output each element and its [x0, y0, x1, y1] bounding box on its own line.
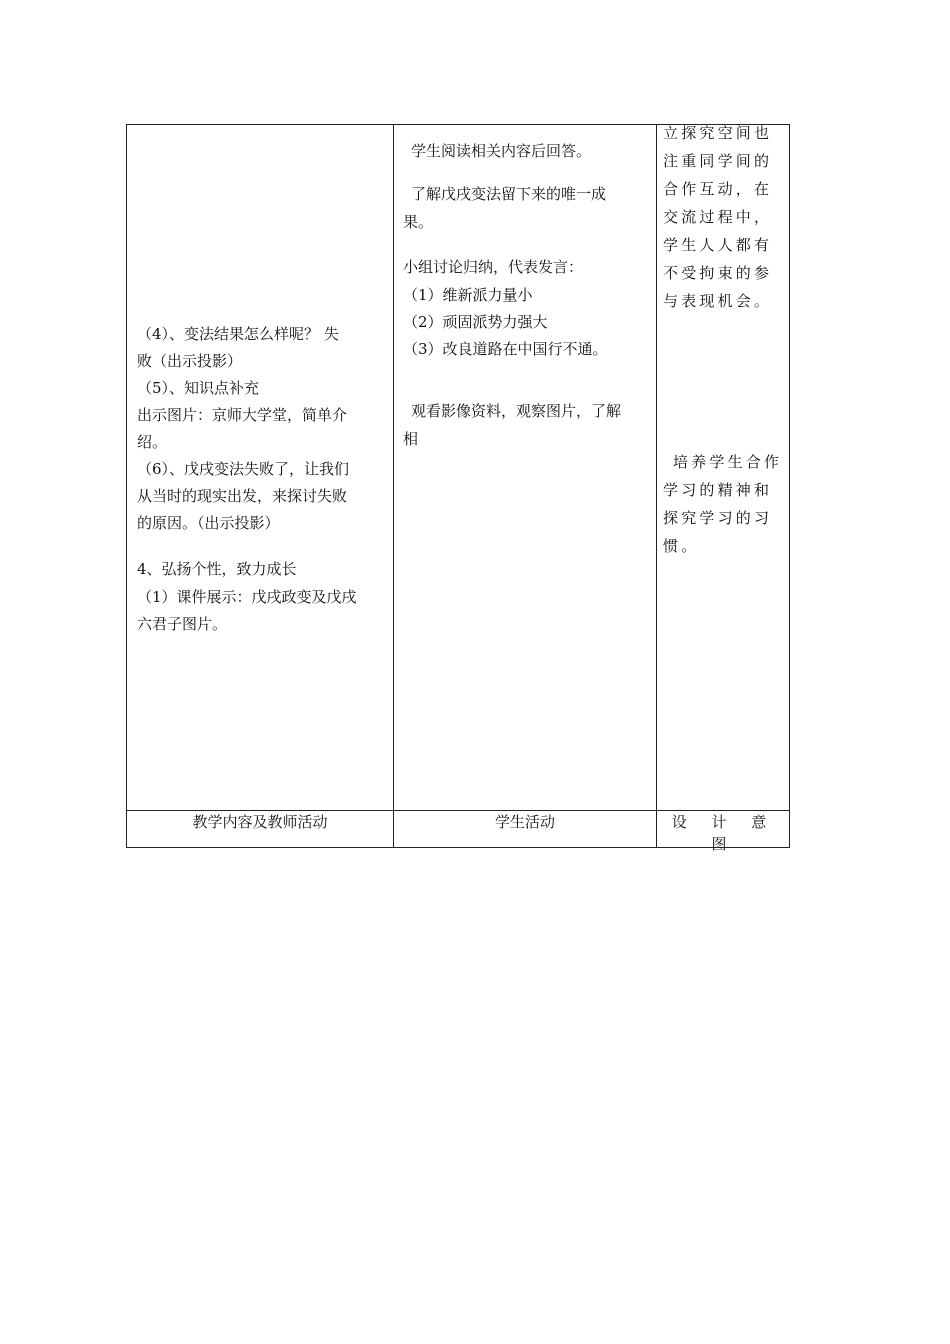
- column-divider: [656, 125, 657, 847]
- lesson-plan-table: [126, 124, 790, 853]
- text-line: （6）、戊戌变法失败了，让我们: [137, 460, 350, 478]
- text-line: 出示图片：京师大学堂，简单介: [137, 406, 348, 424]
- text-line: （1）维新派力量小: [403, 286, 533, 304]
- text-line: 学生人人都有: [663, 236, 773, 254]
- text-line: 惯。: [663, 537, 700, 555]
- text-line: 了解戊戌变法留下来的唯一成: [411, 185, 607, 203]
- text-line: （5）、知识点补充: [137, 379, 260, 397]
- header-design-intent: 设 计 意 图: [671, 813, 777, 853]
- text-line: （3）改良道路在中国行不通。: [403, 340, 608, 358]
- text-line: 不受拘束的参: [663, 264, 773, 282]
- text-line: 绍。: [137, 433, 168, 451]
- text-line: 的原因。（出示投影）: [137, 514, 280, 532]
- text-line: （1）课件展示：戊戌政变及戊戌: [137, 588, 357, 606]
- text-line: 从当时的现实出发，来探讨失败: [137, 487, 348, 505]
- text-line: 立探究空间也: [663, 124, 773, 142]
- text-line: 六君子图片。: [137, 615, 228, 633]
- column-divider: [393, 125, 394, 847]
- text-line: 培养学生合作: [673, 453, 783, 471]
- text-line: 与表现机会。: [663, 292, 773, 310]
- text-line: 小组讨论归纳，代表发言：: [403, 258, 584, 276]
- text-line: 学生阅读相关内容后回答。: [411, 142, 592, 160]
- header-teacher-activity: 教学内容及教师活动: [192, 813, 328, 831]
- text-line: 合作互动，在: [663, 180, 773, 198]
- text-line: 交流过程中，: [663, 208, 773, 226]
- text-line: 学习的精神和: [663, 481, 773, 499]
- text-line: （2）顽固派势力强大: [403, 313, 548, 331]
- text-line: （4）、变法结果怎么样呢？ 失: [137, 325, 339, 343]
- section-heading: 4、弘扬个性，致力成长: [137, 560, 297, 578]
- text-line: 注重同学间的: [663, 152, 773, 170]
- text-line: 相: [403, 430, 419, 448]
- header-student-activity: 学生活动: [494, 813, 555, 831]
- text-line: 探究学习的习: [663, 509, 773, 527]
- text-line: 果。: [403, 213, 434, 231]
- text-line: 观看影像资料，观察图片，了解: [411, 402, 622, 420]
- text-line: 败（出示投影）: [137, 352, 243, 370]
